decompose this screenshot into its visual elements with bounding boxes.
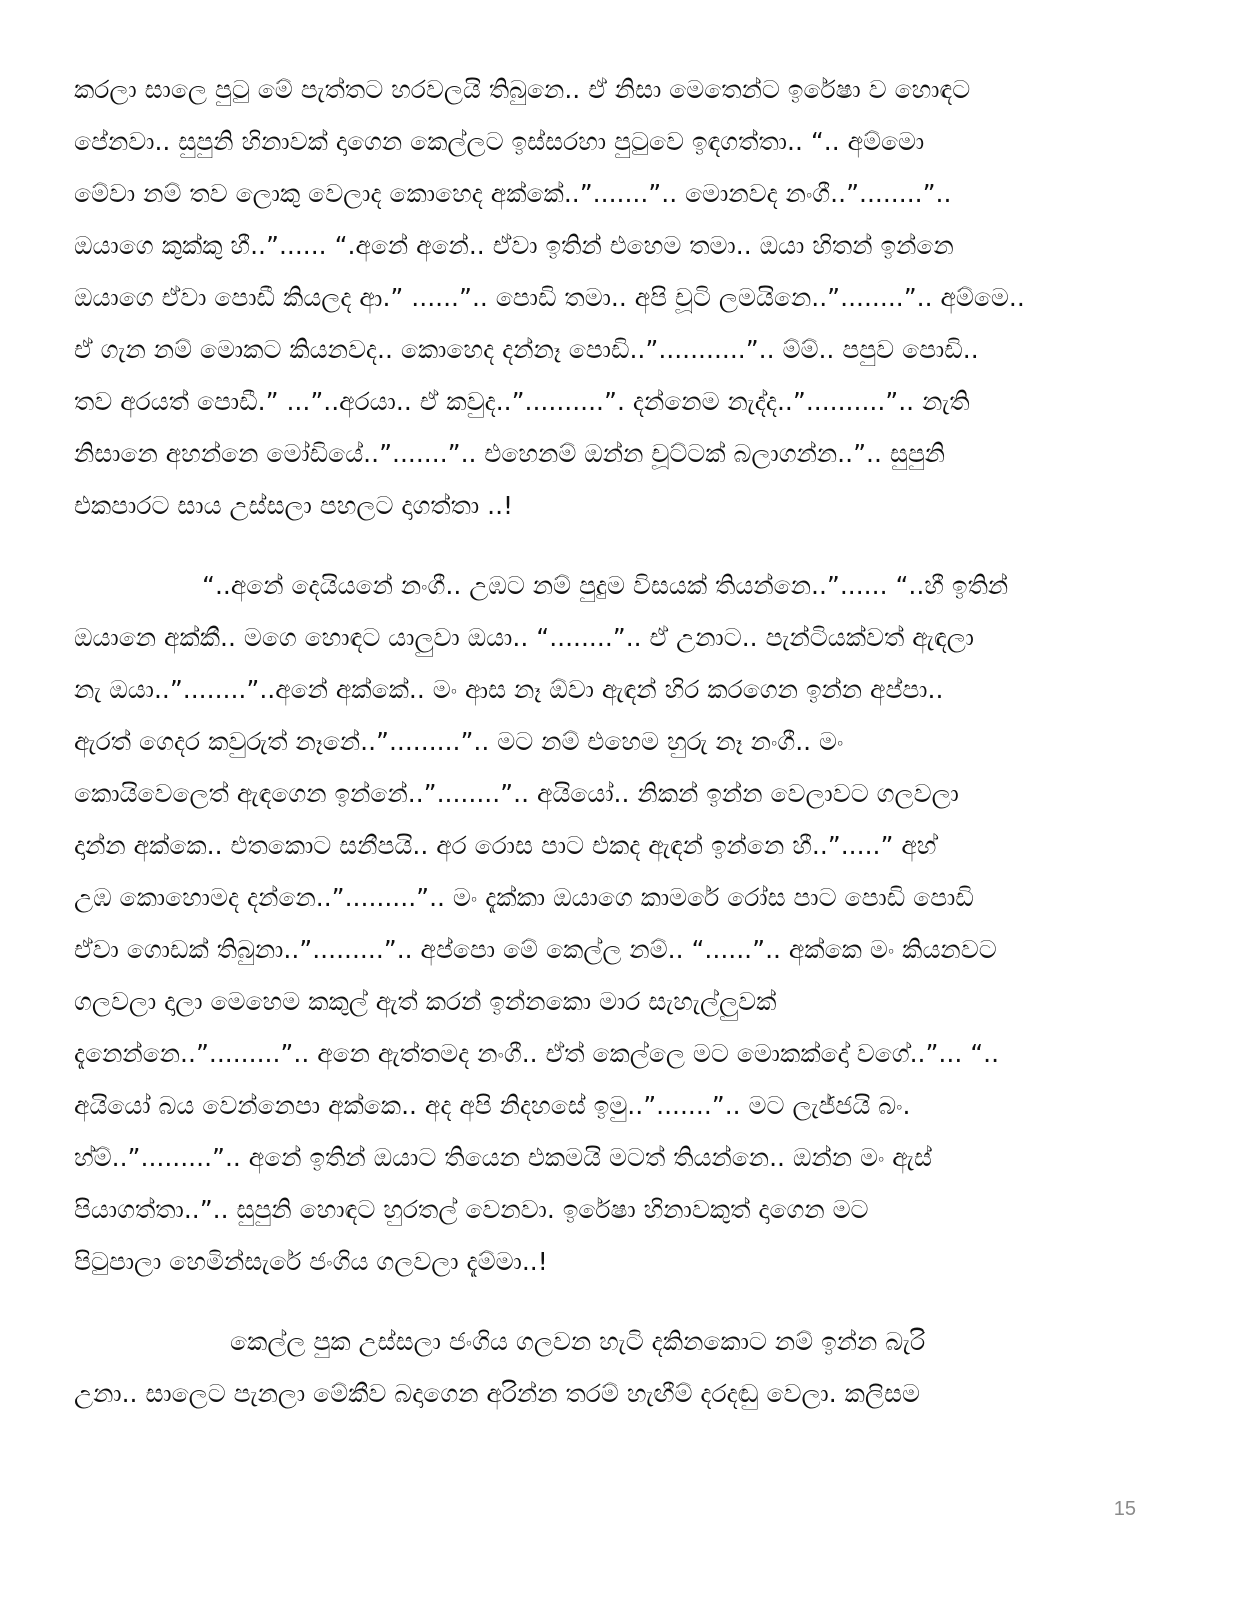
text-line: ඒවා ගොඩක් තිබුනා..”.........”.. අප්පො මේ කෙල්ල නම්.. “......”.. අක්කෙ මං කියනවට: [74, 935, 997, 964]
text-line: කොයිවෙලෙත් ඇඳගෙන ඉන්නේ..”........”.. අයියෝ.. නිකන් ඉන්න වෙලාවට ගලවලා: [74, 779, 959, 808]
paragraph: [74, 1316, 1164, 1420]
text-line: පියාගත්තා..”.. සුපුනි හොඳට හුරතල් වෙනවා. ඉරේෂා හිනාවකුත් දාගෙන මට: [74, 1195, 869, 1224]
text-line: පේනවා.. සුපුනි හිනාවක් දාගෙන කෙල්ලට ඉස්සරහා පුටුවෙ ඉඳගත්තා.. “.. අම්මො: [74, 127, 925, 156]
text-line: කරලා සාලෙ පුටු මේ පැත්තට හරවලයි තිබුනෙ.. ඒ නිසා මෙතෙන්ට ඉරේෂා ව හොඳට: [74, 75, 971, 104]
text-line: “..අනේ දෙයියනේ නංගී.. උඹට නම් පුදුම විසයක් තියන්නෙ..”...... “..හී ඉතින්: [202, 571, 1009, 600]
text-line: ඇරත් ගෙදර කවුරුත් නෑනේ..”.........”.. මට නම් එහෙම හුරු නෑ නංගී.. මං: [74, 727, 844, 756]
paragraph: [74, 560, 1164, 1288]
text-line: ඒ ගැන නම් මොකට කියනවද.. කොහෙද දන්නෑ පොඩි..”...........”.. ම්ම්.. පපුව පොඩි..: [74, 335, 979, 364]
text-line: උඹ කොහොමද දන්නෙ..”.........”.. මං දැක්කා ඔයාගෙ කාමරේ රෝස පාට පොඩි පොඩි: [74, 883, 974, 912]
text-line: මේවා නම් තව ලොකු වෙලාද කොහෙද අක්කේ..”.......”.. මොනවද නංගී..”........”..: [74, 179, 952, 208]
paragraph-spacing: [74, 532, 1164, 560]
text-line: දාන්න අක්කෙ.. එතකොට සනීපයි.. අර රොස පාට එකද ඇඳන් ඉන්නෙ හී..”.....” අහ්: [74, 831, 937, 860]
paragraph: [74, 64, 1164, 532]
text-line: තව අරයත් පොඩී.” ...”..අරයා.. ඒ කවුද..”..........”. දන්නෙම නැද්ද..”..........”.. නැති: [74, 387, 970, 416]
page-body-text: [74, 64, 1164, 1420]
text-line: නැ ඔයා..”........”..අනේ අක්කේ.. මං ආස නෑ ඕවා ඇඳන් හිර කරගෙන ඉන්න අප්පා..: [74, 675, 944, 704]
text-line: ගලවලා දාලා මෙහෙම කකුල් ඇත් කරන් ඉන්නකො මාර සැහැල්ලුවක්: [74, 987, 777, 1016]
text-line: කෙල්ල පුක උස්සලා ජංගිය ගලවන හැටි දකිනකොට නම් ඉන්න බැරි: [230, 1327, 926, 1356]
text-line: පිටුපාලා හෙමින්සැරේ ජංගිය ගලවලා දැම්මා..!: [74, 1247, 548, 1276]
text-line: ඔයානෙ අක්කී.. මගෙ හොඳට යාලුවා ඔයා.. “........”.. ඒ උනාට.. පැන්ටියක්වත් ඇඳලා: [74, 623, 974, 652]
text-line: ඔයාගෙ කුක්කු හී..”...... “.අනේ අනේ.. ඒවා ඉතින් එහෙම තමා.. ඔයා හිතන් ඉන්නෙ: [74, 231, 954, 260]
text-line: දැනෙන්නෙ..”.........”.. අනෙ ඇත්තමද නංගී.. ඒත් කෙල්ලෙ මට මොකක්දෝ වගේ..”... “..: [74, 1039, 1000, 1068]
paragraph-spacing: [74, 1288, 1164, 1316]
page-number: 15: [1113, 1498, 1136, 1520]
text-line: නිසානෙ අහන්නෙ මෝඩියේ..”.......”.. එහෙනම් ඔන්න චූට්ටක් බලාගන්න..”.. සුපුනි: [74, 439, 946, 468]
text-line: උනා.. සාලෙට පැනලා මේකීව බදාගෙන අරින්න තරම් හැඟීම් දරදඬු වෙලා. කලිසම: [74, 1379, 920, 1408]
text-line: අයියෝ බය වෙන්නෙපා අක්කෙ.. අද අපි නිදහසේ ඉමු..”.......”.. මට ලැජ්ජයි බං.: [74, 1091, 911, 1120]
text-line: හ්ම්..”.........”.. අනේ ඉතින් ඔයාට තියෙන එකමයි මටත් තියන්නෙ.. ඔන්න මං ඇස්: [74, 1143, 932, 1172]
text-line: ඔයාගෙ ඒවා පොඩී කියලද ආ.” ......”.. පොඩි තමා.. අපි චූටි ලමයිනෙ..”........”.. අම්මෙ..: [74, 283, 1025, 312]
text-line: එකපාරට සාය උස්සලා පහලට දාගත්තා ..!: [74, 491, 514, 520]
